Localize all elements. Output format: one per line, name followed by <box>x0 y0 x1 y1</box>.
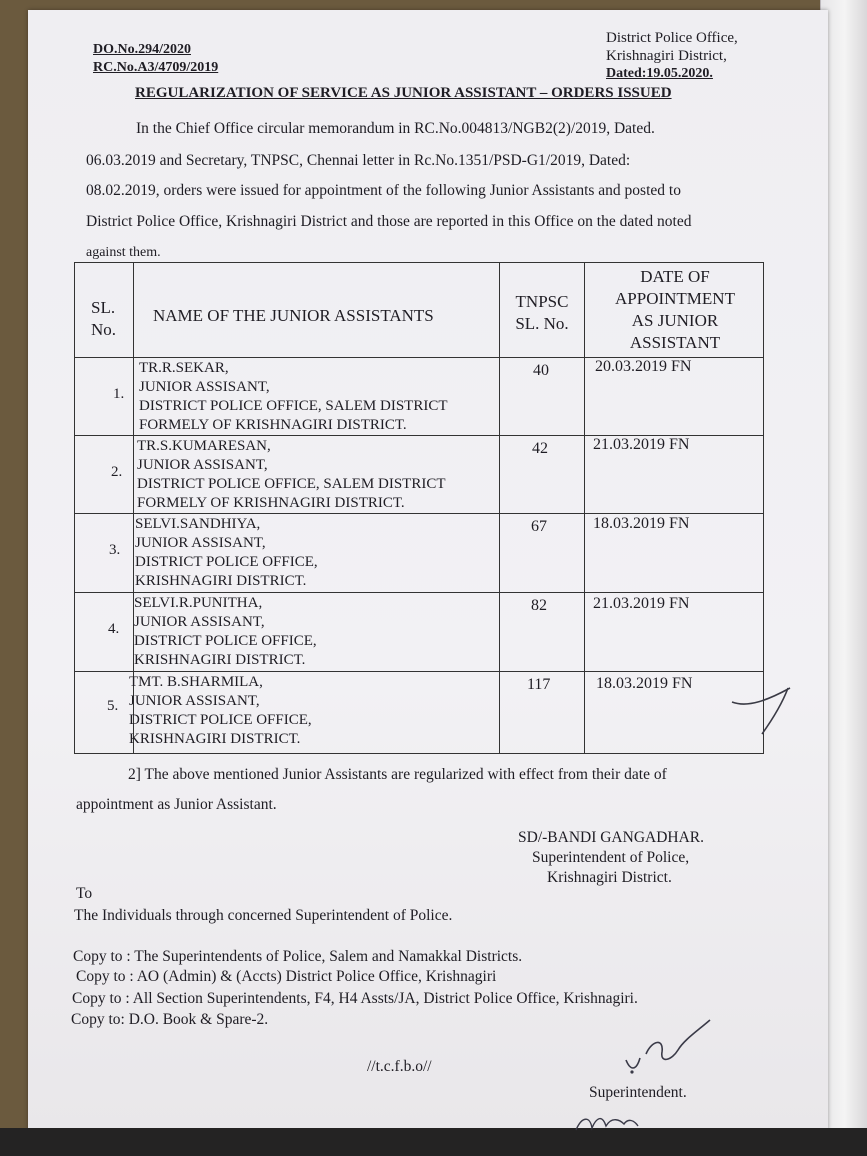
row-tnpsc: 42 <box>532 440 548 457</box>
row-date: 20.03.2019 FN <box>595 358 692 375</box>
do-number: DO.No.294/2020 <box>93 42 191 57</box>
row-date: 18.03.2019 FN <box>596 675 693 692</box>
to-line: The Individuals through concerned Superintendent of Police. <box>74 907 453 924</box>
initials-scribble-icon <box>572 1106 642 1136</box>
row-sl: 3. <box>109 542 121 558</box>
subject-heading: REGULARIZATION OF SERVICE AS JUNIOR ASSISTANT – ORDERS ISSUED <box>135 85 672 101</box>
to-label: To <box>76 885 93 902</box>
row-sl: 5. <box>107 698 119 714</box>
row-name: TMT. B.SHARMILA, JUNIOR ASSISANT, DISTRICT POLICE OFFICE, KRISHNAGIRI DISTRICT. <box>129 674 312 747</box>
row-tnpsc: 40 <box>533 362 549 379</box>
row-name: TR.R.SEKAR, JUNIOR ASSISANT, DISTRICT POLICE OFFICE, SALEM DISTRICT FORMELY OF KRISHNAGIRI DISTRICT. <box>139 360 448 433</box>
header-tnpsc: TNPSC SL. No. <box>515 292 569 333</box>
row-name: TR.S.KUMARESAN, JUNIOR ASSISANT, DISTRICT POLICE OFFICE, SALEM DISTRICT FORMELY OF KRISHNAGIRI DISTRICT. <box>137 438 446 511</box>
intro-line-5: against them. <box>86 245 161 260</box>
rc-number: RC.No.A3/4709/2019 <box>93 60 219 75</box>
row-sl: 4. <box>108 621 120 637</box>
intro-line-4: District Police Office, Krishnagiri District and those are reported in this Office on the dated noted <box>86 213 692 230</box>
superintendent-label: Superintendent. <box>589 1084 687 1101</box>
row-date: 21.03.2019 FN <box>593 436 690 453</box>
signatory-title: Superintendent of Police, <box>532 849 690 866</box>
row-date: 21.03.2019 FN <box>593 595 690 612</box>
intro-line-1: In the Chief Office circular memorandum in RC.No.004813/NGB2(2)/2019, Dated. <box>136 120 655 137</box>
copy-to-4: Copy to: D.O. Book & Spare-2. <box>71 1011 269 1028</box>
row-tnpsc: 82 <box>531 597 547 614</box>
header-name: NAME OF THE JUNIOR ASSISTANTS <box>153 306 434 325</box>
row-tnpsc: 117 <box>527 676 551 693</box>
bottom-edge <box>0 1128 867 1156</box>
office-line-1: District Police Office, <box>606 30 738 46</box>
tick-mark-icon <box>728 680 798 740</box>
row-name: SELVI.SANDHIYA, JUNIOR ASSISANT, DISTRICT POLICE OFFICE, KRISHNAGIRI DISTRICT. <box>135 516 318 589</box>
signatory-district: Krishnagiri District. <box>547 869 672 886</box>
copy-to-3: Copy to : All Section Superintendents, F4, H4 Assts/JA, District Police Office, Krishnagiri. <box>72 990 638 1007</box>
signatory-name: SD/-BANDI GANGADHAR. <box>518 829 704 846</box>
row-sl: 2. <box>111 464 123 480</box>
row-name: SELVI.R.PUNITHA, JUNIOR ASSISANT, DISTRICT POLICE OFFICE, KRISHNAGIRI DISTRICT. <box>134 595 317 668</box>
intro-line-3: 08.02.2019, orders were issued for appointment of the following Junior Assistants and posted to <box>86 182 681 199</box>
para2-line-2: appointment as Junior Assistant. <box>76 796 277 813</box>
copy-to-2: Copy to : AO (Admin) & (Accts) District Police Office, Krishnagiri <box>76 968 497 985</box>
dated: Dated:19.05.2020. <box>606 66 713 81</box>
row-tnpsc: 67 <box>531 518 547 535</box>
office-line-2: Krishnagiri District, <box>606 48 727 64</box>
intro-line-2: 06.03.2019 and Secretary, TNPSC, Chennai letter in Rc.No.1351/PSD-G1/2019, Dated: <box>86 152 631 169</box>
para2-line-1: 2] The above mentioned Junior Assistants are regularized with effect from their date of <box>128 766 667 783</box>
row-date: 18.03.2019 FN <box>593 515 690 532</box>
header-date: DATE OF APPOINTMENT AS JUNIOR ASSISTANT <box>615 267 735 352</box>
header-sl: SL. No. <box>91 298 117 339</box>
tcfbo-mark: //t.c.f.b.o// <box>367 1058 432 1075</box>
row-sl: 1. <box>113 386 125 402</box>
appointment-table <box>74 262 764 754</box>
copy-to-1: Copy to : The Superintendents of Police, Salem and Namakkal Districts. <box>73 948 523 965</box>
signature-initials-icon <box>612 1010 722 1090</box>
